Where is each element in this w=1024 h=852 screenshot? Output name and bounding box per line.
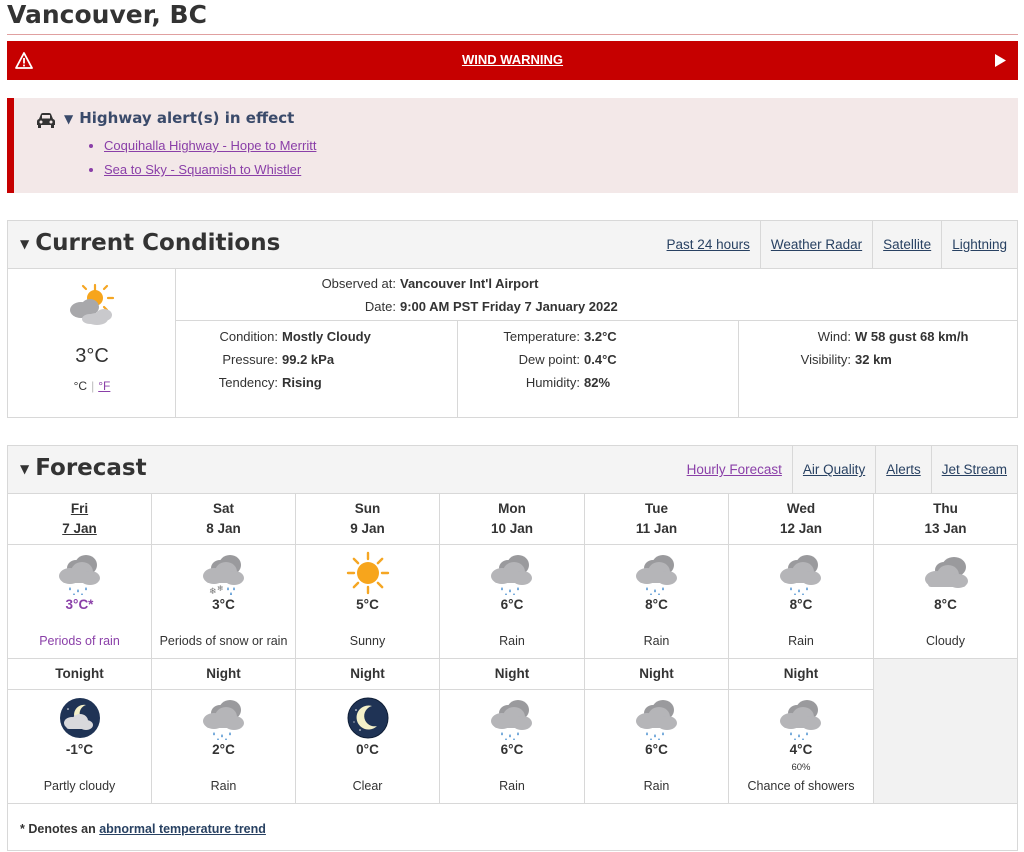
dewpoint-label: Dew point: xyxy=(518,352,580,367)
day-temperature: 8°C xyxy=(789,597,813,612)
unit-toggle xyxy=(8,379,176,393)
forecast-day-header xyxy=(874,494,1018,545)
humidity-label: Humidity: xyxy=(525,375,580,390)
condition-value: Mostly Cloudy xyxy=(282,329,371,344)
rain-cloud-icon xyxy=(56,551,104,595)
forecast-day-cell xyxy=(729,545,874,659)
forecast-day-cell xyxy=(296,545,440,659)
condition-label: Condition: xyxy=(219,329,278,344)
visibility-row xyxy=(739,348,892,371)
forecast-night-header xyxy=(729,659,874,690)
temperature-label: Temperature: xyxy=(503,329,580,344)
current-conditions-links xyxy=(657,221,1017,269)
visibility-value: 32 km xyxy=(855,352,892,367)
day-name: Sat xyxy=(212,501,234,516)
rain-cloud-icon xyxy=(488,551,536,595)
night-temperature: -1°C xyxy=(65,742,94,757)
night-label: Night xyxy=(783,666,819,681)
forecast-title: Forecast xyxy=(35,455,147,481)
day-name: Thu xyxy=(933,501,958,516)
rain-cloud-icon xyxy=(777,696,825,740)
highway-link-sea-to-sky[interactable]: Sea to Sky - Squamish to Whistler xyxy=(104,162,302,177)
day-temperature: 5°C xyxy=(356,597,379,612)
conditions-column-3 xyxy=(738,321,1017,417)
alerts-link[interactable]: Alerts xyxy=(875,446,931,494)
night-temperature: 0°C xyxy=(356,742,379,757)
temperature-row xyxy=(458,325,617,348)
forecast-day-cell xyxy=(8,545,152,659)
day-temperature: 8°C xyxy=(645,597,668,612)
snow-rain-cloud-icon xyxy=(200,551,248,595)
day-date: 9 Jan xyxy=(350,521,385,536)
rain-cloud-icon xyxy=(777,551,825,595)
day-name: Wed xyxy=(786,501,816,516)
day-condition: Rain xyxy=(788,634,814,648)
highway-link-coquihalla[interactable]: Coquihalla Highway - Hope to Merritt xyxy=(104,138,317,153)
rain-cloud-icon xyxy=(200,696,248,740)
highway-alert-list xyxy=(86,134,316,182)
current-conditions-header xyxy=(8,221,1017,269)
cloud-icon xyxy=(922,551,970,595)
day-condition: Periods of snow or rain xyxy=(159,634,288,648)
abnormal-temperature-trend-link[interactable]: abnormal temperature trend xyxy=(99,822,266,836)
night-label: Night xyxy=(350,666,385,681)
tendency-row xyxy=(176,371,322,394)
car-icon xyxy=(36,112,56,128)
tendency-label: Tendency: xyxy=(218,375,278,390)
current-conditions-toggle[interactable] xyxy=(20,230,280,256)
forecast-day-header xyxy=(296,494,440,545)
day-temperature: 3°C xyxy=(212,597,235,612)
wind-row xyxy=(739,325,968,348)
empty-night-cell xyxy=(874,659,1018,804)
pressure-row xyxy=(176,348,334,371)
svg-text:❄: ❄ xyxy=(208,587,217,595)
conditions-column-1 xyxy=(176,321,457,417)
night-condition: Clear xyxy=(352,779,383,793)
night-temperature: 4°C xyxy=(789,742,813,757)
forecast-night-cell xyxy=(152,690,296,804)
triangle-down-icon: ▼ xyxy=(20,236,30,251)
abnormal-trend-note xyxy=(20,822,266,836)
night-condition: Partly cloudy xyxy=(43,779,116,793)
svg-text:❄: ❄ xyxy=(216,584,224,593)
rain-cloud-icon xyxy=(633,551,681,595)
triangle-down-icon: ▼ xyxy=(64,112,74,126)
lightning-link[interactable]: Lightning xyxy=(941,221,1017,269)
forecast-night-header xyxy=(296,659,440,690)
observed-at-value: Vancouver Int'l Airport xyxy=(400,276,539,291)
night-condition: Rain xyxy=(499,779,525,793)
night-label: Night xyxy=(206,666,241,681)
title-divider xyxy=(7,34,1018,35)
condition-row xyxy=(176,325,371,348)
day-name: Tue xyxy=(645,501,668,516)
highway-alert-toggle[interactable] xyxy=(64,109,294,127)
past-24-hours-link[interactable]: Past 24 hours xyxy=(666,237,750,252)
day-condition: Cloudy xyxy=(926,634,965,648)
day-date: 11 Jan xyxy=(635,521,678,536)
observed-at-row xyxy=(176,272,538,295)
triangle-down-icon: ▼ xyxy=(20,461,30,476)
note-prefix: * Denotes an xyxy=(20,822,96,836)
forecast-day-header xyxy=(152,494,296,545)
observed-at-label: Observed at: xyxy=(321,276,396,291)
unit-fahrenheit-link[interactable]: °F xyxy=(98,379,111,393)
satellite-link[interactable]: Satellite xyxy=(872,221,941,269)
wind-warning-banner[interactable] xyxy=(7,41,1018,80)
day-name: Mon xyxy=(498,501,526,516)
current-conditions-panel xyxy=(7,220,1018,418)
day-condition: Rain xyxy=(499,634,525,648)
highway-alert-box xyxy=(7,98,1018,193)
day-temperature: 8°C xyxy=(934,597,957,612)
forecast-night-cell xyxy=(296,690,440,804)
page-title: Vancouver, BC xyxy=(7,0,207,29)
pressure-label: Pressure: xyxy=(222,352,278,367)
day-condition: Rain xyxy=(643,634,670,648)
date-label: Date: xyxy=(364,299,396,314)
highway-alert-heading: Highway alert(s) in effect xyxy=(79,109,295,127)
day-date: 13 Jan xyxy=(924,521,967,536)
night-pop: 60% xyxy=(791,762,811,773)
rain-cloud-icon xyxy=(488,696,536,740)
rain-cloud-icon xyxy=(633,696,681,740)
day-date: 7 Jan xyxy=(62,521,97,536)
forecast-day-header xyxy=(8,494,152,545)
night-label: Tonight xyxy=(55,666,104,681)
forecast-day-cell xyxy=(585,545,729,659)
humidity-row xyxy=(458,371,610,394)
weather-radar-link[interactable]: Weather Radar xyxy=(760,221,872,269)
forecast-day-cell xyxy=(874,545,1018,659)
hourly-forecast-link[interactable]: Hourly Forecast xyxy=(686,462,782,477)
current-conditions-title: Current Conditions xyxy=(35,230,281,256)
forecast-night-header xyxy=(8,659,152,690)
mostly-cloudy-sun-icon xyxy=(64,283,116,327)
forecast-night-cell xyxy=(585,690,729,804)
forecast-panel xyxy=(7,445,1018,851)
night-partly-cloudy-icon xyxy=(56,696,104,740)
day-condition: Periods of rain xyxy=(39,634,120,648)
forecast-header xyxy=(8,446,1017,494)
date-value: 9:00 AM PST Friday 7 January 2022 xyxy=(400,299,618,314)
forecast-night-cell xyxy=(440,690,585,804)
day-date: 12 Jan xyxy=(779,521,823,536)
forecast-day-header xyxy=(440,494,585,545)
night-temperature: 6°C xyxy=(645,742,668,757)
day-name[interactable]: Fri xyxy=(70,501,89,516)
visibility-label: Visibility: xyxy=(800,352,851,367)
current-temperature: 3°C xyxy=(75,345,109,367)
day-date: 8 Jan xyxy=(206,521,241,536)
forecast-day-cell xyxy=(440,545,585,659)
forecast-night-cell xyxy=(8,690,152,804)
night-label: Night xyxy=(494,666,530,681)
forecast-night-header xyxy=(585,659,729,690)
humidity-value: 82% xyxy=(584,375,611,390)
list-item xyxy=(104,134,316,158)
wind-warning-link[interactable]: WIND WARNING xyxy=(461,52,564,67)
forecast-night-header xyxy=(152,659,296,690)
moon-icon xyxy=(344,696,392,740)
day-temperature: 3°C* xyxy=(65,597,94,612)
forecast-day-header xyxy=(585,494,729,545)
temperature-value: 3.2°C xyxy=(584,329,617,344)
pressure-value: 99.2 kPa xyxy=(282,352,335,367)
night-condition: Chance of showers xyxy=(747,779,855,793)
forecast-day-header xyxy=(729,494,874,545)
forecast-links xyxy=(677,446,1017,494)
jet-stream-link[interactable]: Jet Stream xyxy=(931,446,1017,494)
night-condition: Rain xyxy=(210,779,237,793)
day-date: 10 Jan xyxy=(490,521,534,536)
night-temperature: 2°C xyxy=(212,742,235,757)
forecast-night-header xyxy=(440,659,585,690)
unit-separator: | xyxy=(91,379,95,393)
forecast-day-cell xyxy=(152,545,296,659)
dewpoint-row xyxy=(458,348,617,371)
current-summary xyxy=(8,269,176,417)
tendency-value: Rising xyxy=(282,375,322,390)
forecast-toggle[interactable] xyxy=(20,455,147,481)
sun-icon xyxy=(344,551,392,595)
day-temperature: 6°C xyxy=(500,597,524,612)
night-condition: Rain xyxy=(643,779,670,793)
forecast-night-cell xyxy=(729,690,874,804)
wind-value: W 58 gust 68 km/h xyxy=(855,329,969,344)
night-temperature: 6°C xyxy=(500,742,524,757)
dewpoint-value: 0.4°C xyxy=(584,352,617,367)
day-condition: Sunny xyxy=(349,634,386,648)
date-row xyxy=(176,295,618,318)
unit-celsius: °C xyxy=(73,379,88,393)
wind-label: Wind: xyxy=(817,329,851,344)
day-name: Sun xyxy=(354,501,381,516)
conditions-column-2 xyxy=(457,321,738,417)
night-label: Night xyxy=(639,666,674,681)
air-quality-link[interactable]: Air Quality xyxy=(792,446,875,494)
play-arrow-icon[interactable] xyxy=(994,54,1006,67)
observation-info xyxy=(176,269,1017,321)
list-item xyxy=(104,158,316,182)
